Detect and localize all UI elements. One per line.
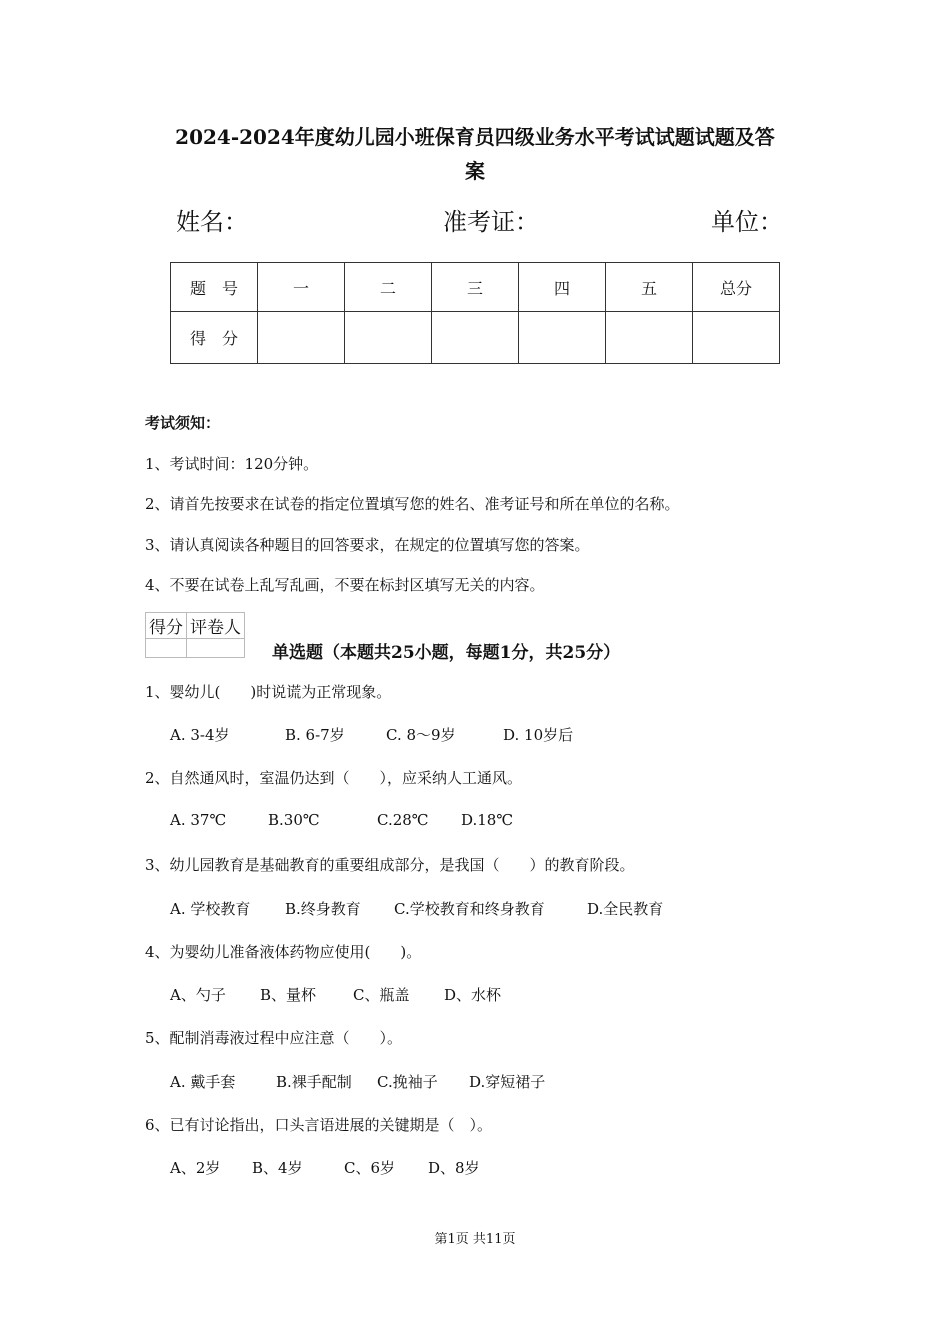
score-cell-3[interactable] [432,312,519,364]
title-line-2: 案 [465,159,485,183]
q6-option-d[interactable]: D、8岁 [428,1159,480,1177]
q5-option-d[interactable]: D.穿短裙子 [469,1073,546,1091]
header-cell-3: 三 [432,263,519,312]
q1-option-b[interactable]: B. 6-7岁 [285,726,345,744]
candidate-fields [0,202,950,242]
score-row-label: 得 分 [171,312,258,364]
notice-item-1: 1、考试时间：120分钟。 [145,455,319,473]
notice-item-3: 3、请认真阅读各种题目的回答要求，在规定的位置填写您的答案。 [145,536,590,554]
q2-option-c[interactable]: C.28℃ [377,811,429,829]
header-cell-4: 四 [519,263,606,312]
score-table-header-row [171,263,780,312]
question-3: 3、幼儿园教育是基础教育的重要组成部分，是我国（ ）的教育阶段。 [145,856,635,874]
score-cell-5[interactable] [606,312,693,364]
q5-option-b[interactable]: B.裸手配制 [276,1073,352,1091]
title-line-1: 2024-2024年度幼儿园小班保育员四级业务水平考试试题试题及答 [175,125,775,149]
question-5: 5、配制消毒液过程中应注意（ ）。 [145,1029,403,1047]
grader-box [145,612,245,658]
q4-option-c[interactable]: C、瓶盖 [353,986,410,1004]
q3-option-b[interactable]: B.终身教育 [285,900,361,918]
header-cell-2: 二 [345,263,432,312]
question-2: 2、自然通风时，室温仍达到（ ），应采纳人工通风。 [145,769,523,787]
q1-option-d[interactable]: D. 10岁后 [503,726,574,744]
score-table [170,262,780,364]
page-footer: 第1页 共11页 [434,1232,516,1247]
grader-score-label: 得分 [146,613,187,639]
q6-option-c[interactable]: C、6岁 [344,1159,396,1177]
q4-option-d[interactable]: D、水杯 [444,986,502,1004]
q2-option-b[interactable]: B.30℃ [268,811,320,829]
q1-option-c[interactable]: C. 8～9岁 [386,726,456,744]
notice-title: 考试须知： [145,414,221,432]
header-cell-1: 一 [258,263,345,312]
q4-option-b[interactable]: B、量杯 [260,986,317,1004]
q2-option-d[interactable]: D.18℃ [461,811,514,829]
grader-reviewer-cell[interactable] [187,639,245,658]
q1-option-a[interactable]: A. 3-4岁 [170,726,230,744]
q4-option-a[interactable]: A、勺子 [170,986,226,1004]
q3-option-c[interactable]: C.学校教育和终身教育 [394,900,545,918]
score-cell-4[interactable] [519,312,606,364]
q6-option-b[interactable]: B、4岁 [252,1159,303,1177]
score-table-score-row [171,312,780,364]
name-field-label[interactable]: 姓名： [176,208,248,236]
question-6: 6、已有讨论指出，口头言语进展的关键期是（ ）。 [145,1116,493,1134]
header-cell-5: 五 [606,263,693,312]
exam-id-field-label[interactable]: 准考证： [443,208,539,236]
q6-option-a[interactable]: A、2岁 [170,1159,221,1177]
notice-item-2: 2、请首先按要求在试卷的指定位置填写您的姓名、准考证号和所在单位的名称。 [145,495,680,513]
q5-option-c[interactable]: C.挽袖子 [377,1073,438,1091]
score-cell-1[interactable] [258,312,345,364]
section-title: 单选题（本题共25小题，每题1分，共25分） [272,643,621,663]
score-cell-total[interactable] [693,312,780,364]
header-cell-label: 题 号 [171,263,258,312]
page-title [130,120,820,188]
header-cell-total: 总分 [693,263,780,312]
score-cell-2[interactable] [345,312,432,364]
notice-item-4: 4、不要在试卷上乱写乱画，不要在标封区填写无关的内容。 [145,576,545,594]
question-1: 1、婴幼儿( )时说谎为正常现象。 [145,683,392,701]
grader-score-cell[interactable] [146,639,187,658]
q3-option-a[interactable]: A. 学校教育 [170,900,251,918]
question-4: 4、为婴幼儿准备液体药物应使用( )。 [145,943,422,961]
q3-option-d[interactable]: D.全民教育 [587,900,664,918]
q5-option-a[interactable]: A. 戴手套 [170,1073,236,1091]
grader-reviewer-label: 评卷人 [187,613,245,639]
q2-option-a[interactable]: A. 37℃ [170,811,227,829]
unit-field-label[interactable]: 单位： [711,208,783,236]
